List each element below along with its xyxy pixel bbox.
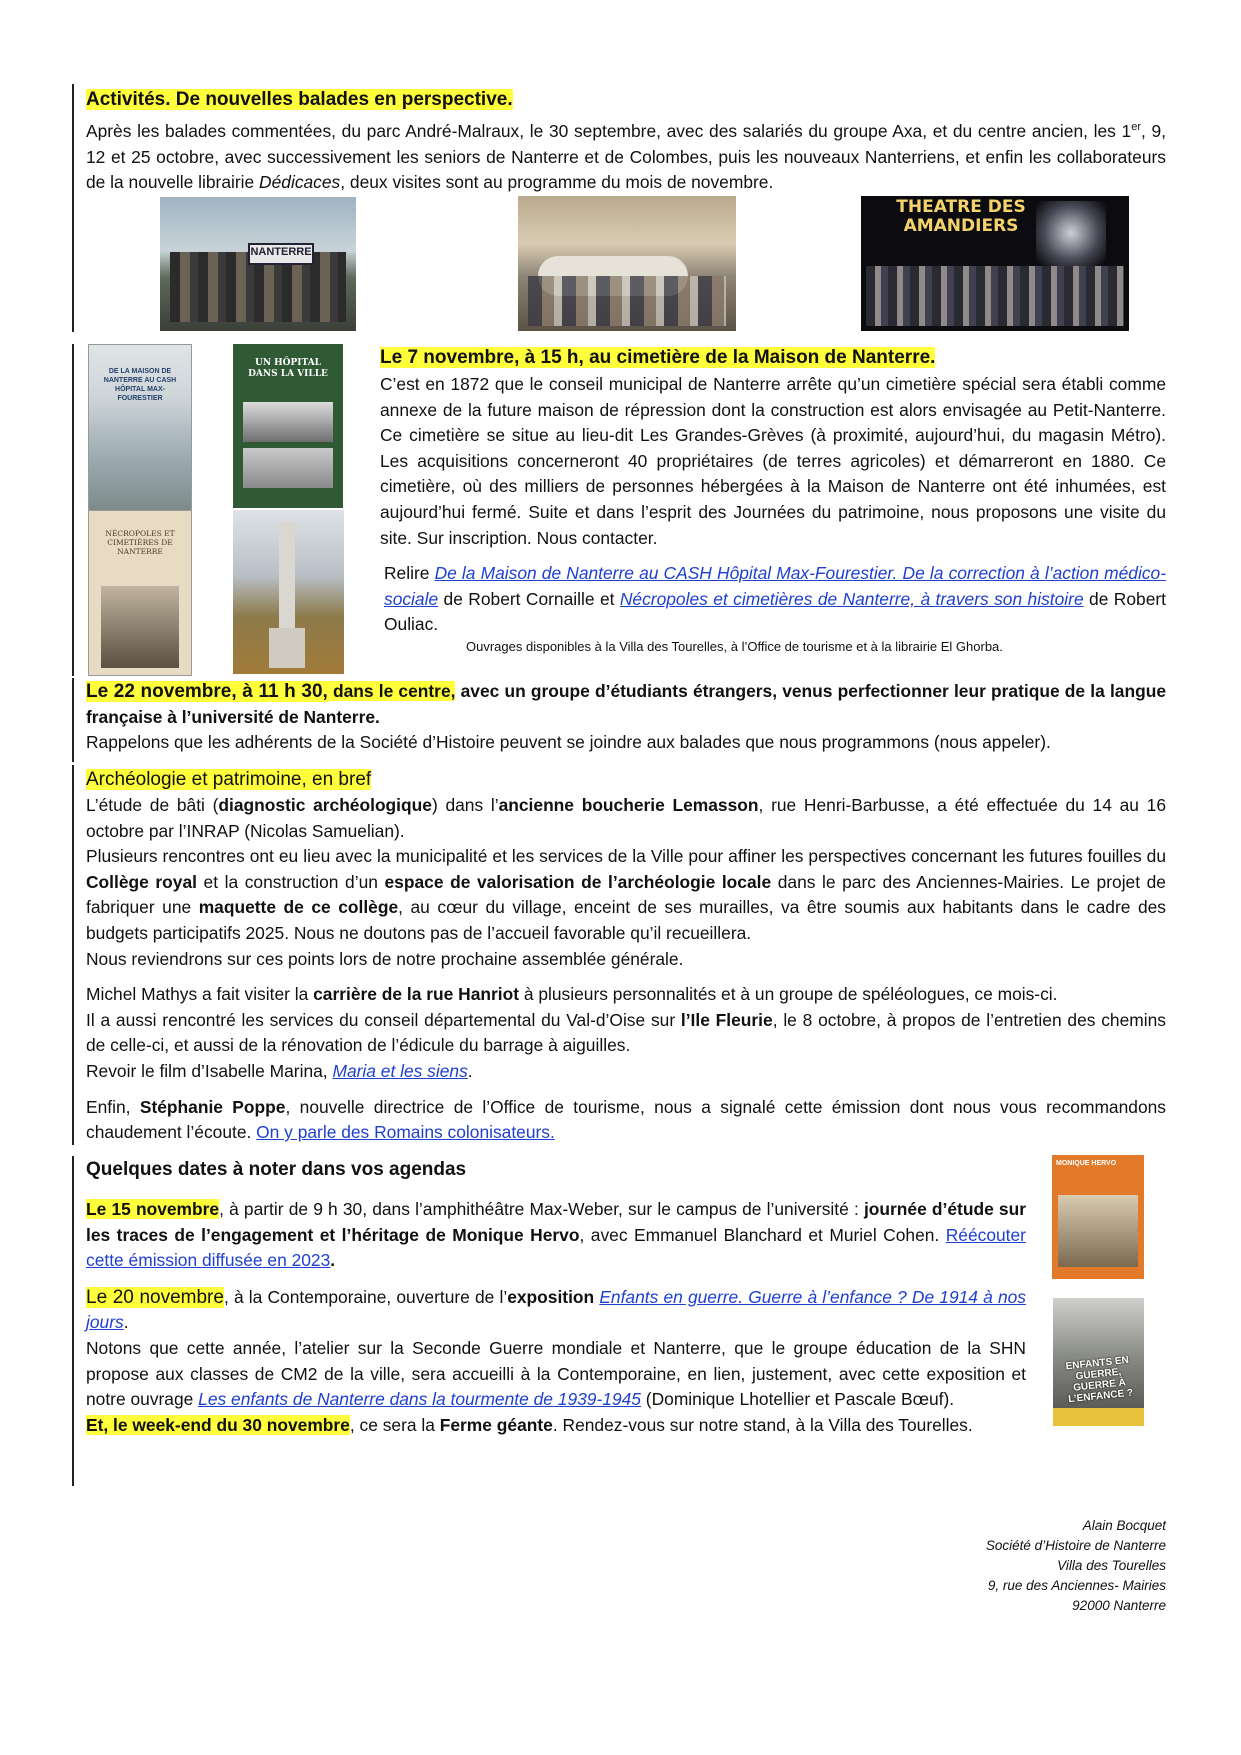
section-bar-dates bbox=[72, 1156, 74, 1486]
link-maria-film[interactable]: Maria et les siens bbox=[332, 1060, 468, 1081]
link-monique-hervo-emission[interactable]: Réécouter cette émission diffusée en 2023 bbox=[86, 1224, 1026, 1271]
theatre-sign: THEATRE DES AMANDIERS bbox=[896, 197, 1026, 236]
section-activites bbox=[86, 86, 1166, 196]
section-22-novembre bbox=[86, 679, 1166, 756]
section-title: Quelques dates à noter dans vos agendas bbox=[86, 1159, 467, 1180]
place: Villa des Tourelles bbox=[1057, 1558, 1166, 1573]
paragraph: Le 15 novembre, à partir de 9 h 30, dans l’amphithéâtre Max-Weber, sur le campus de l’université : journée d’étude sur les traces de l’engagement et l’héritage de Monique Hervo, avec Emmanuel Blanchard et Muriel Cohen. Réécouter cette émission diffusée en 2023. bbox=[86, 1199, 1026, 1271]
book-cover-hopital-ville bbox=[233, 344, 343, 508]
paragraph: Le 20 novembre, à la Contemporaine, ouverture de l’exposition Enfants en guerre. Guerre à l’enfance ? De 1914 à nos jours. bbox=[86, 1286, 1026, 1333]
link-romains-emission[interactable]: On y parle des Romains colonisateurs. bbox=[256, 1122, 555, 1143]
poster-title: MONIQUE HERVO bbox=[1056, 1160, 1117, 1167]
poster-enfants-en-guerre bbox=[1053, 1298, 1144, 1426]
place-highlight: dans le centre, bbox=[327, 681, 456, 701]
signature-block bbox=[760, 1516, 1166, 1616]
paragraph: Il a aussi rencontré les services du conseil départemental du Val-d’Oise sur l’Ile Fleurie, le 8 octobre, à propos de l’entretien des chemins de celle-ci, et aussi de la rénovation de l’édicule du barrage à aiguilles. bbox=[86, 1009, 1166, 1056]
photo-theatre-amandiers bbox=[861, 196, 1129, 331]
paragraph: C’est en 1872 que le conseil municipal de Nanterre arrête qu’un cimetière spécial sera établi comme annexe de la future maison de répression dont la construction est alors envisagée au Petit-Nanterre. Ce cimetière se situe au lieu-dit Les Grandes-Grèves (à proximité, aujourd’hui, du magasin Métro). Les acquisitions concerneront 40 propriétaires (de terres agricoles) et démarreront en 1880. Ce cimetière, où des milliers de personnes hébergées à la Maison de Nanterre ont été inhumées, est aujourd’hui fermé. Suite et dans l’esprit des Journées du patrimoine, nous proposons une visite du site. Sur inscription. Nous contacter. bbox=[380, 374, 1166, 548]
paragraph: L’étude de bâti (diagnostic archéologique) dans l’ancienne boucherie Lemasson, rue Henri-Barbusse, a été effectuée du 14 au 16 octobre par l’INRAP (Nicolas Samuelian). bbox=[86, 795, 1166, 841]
nanterre-sign: NANTERRE bbox=[248, 243, 314, 265]
organization: Société d’Histoire de Nanterre bbox=[985, 1538, 1166, 1553]
poster-title: ENFANTS EN GUERRE, GUERRE À L’ENFANCE ? bbox=[1065, 1354, 1134, 1406]
link-necropoles-book[interactable]: Nécropoles et cimetières de Nanterre, à travers son histoire bbox=[619, 588, 1084, 609]
city: 92000 Nanterre bbox=[1072, 1598, 1166, 1613]
paragraph: Revoir le film d’Isabelle Marina, Maria et les siens. bbox=[86, 1060, 473, 1081]
section-title: Archéologie et patrimoine, en bref bbox=[86, 769, 372, 790]
paragraph: Plusieurs rencontres ont eu lieu avec la municipalité et les services de la Ville pour affiner les perspectives concernant les futures fouilles du Collège royal et la construction d’un espace de valorisation de l’archéologie locale dans le parc des Anciennes-Mairies. Le projet de fabriquer une maquette de ce collège, au cœur du village, enceint de ses murailles, va être soumis aux habitants dans le cadre des budgets participatifs 2025. Nous ne doutons pas de l’accueil favorable qu’il recueillera. bbox=[86, 846, 1166, 943]
photo-group-nanterre-sign bbox=[160, 197, 356, 331]
relire-paragraph: Relire De la Maison de Nanterre au CASH Hôpital Max-Fourestier. De la correction à l’action médico-sociale de Robert Cornaille et Nécropoles et cimetières de Nanterre, à travers son histoire de Robert Ouliac. bbox=[384, 563, 1166, 635]
section-title: Activités. De nouvelles balades en perspective. bbox=[86, 89, 513, 110]
book-title: DE LA MAISON DE NANTERRE AU CASH HÔPITAL MAX-FOURESTIER bbox=[103, 368, 177, 402]
section-title: Le 7 novembre, à 15 h, au cimetière de la Maison de Nanterre. bbox=[380, 347, 936, 368]
date-highlight: Le 22 novembre, à 11 h 30, bbox=[86, 681, 328, 702]
section-bar-22nov bbox=[72, 678, 74, 762]
book-cover-maison-nanterre bbox=[88, 344, 192, 512]
link-enfants-nanterre-book[interactable]: Les enfants de Nanterre dans la tourmente de 1939-1945 bbox=[198, 1389, 641, 1410]
photo-obelisk-cemetery bbox=[233, 510, 344, 674]
date-highlight: Et, le week-end du 30 novembre bbox=[86, 1414, 350, 1435]
date-highlight: Le 20 novembre bbox=[86, 1286, 224, 1308]
paragraph: Rappelons que les adhérents de la Société d’Histoire peuvent se joindre aux balades que nous programmons (nous appeler). bbox=[86, 732, 1051, 753]
book-title: NÉCROPOLES ET CIMETIÈRES DE NANTERRE bbox=[105, 529, 175, 556]
book-title: UN HÔPITAL DANS LA VILLE bbox=[248, 358, 328, 379]
poster-monique-hervo bbox=[1052, 1155, 1144, 1279]
paragraph: Notons que cette année, l’atelier sur la Seconde Guerre mondiale et Nanterre, que le groupe éducation de la SHN propose aux classes de CM2 de la ville, sera accueilli à la Contemporaine, en lien, justement, avec cette exposition et notre ouvrage Les enfants de Nanterre dans la tourmente de 1939-1945 (Dominique Lhotellier et Pascale Bœuf). bbox=[86, 1337, 1026, 1410]
section-bar-cimetiere bbox=[72, 344, 74, 676]
book-cover-necropoles bbox=[88, 510, 192, 676]
paragraph: Après les balades commentées, du parc André-Malraux, le 30 septembre, avec des salariés du groupe Axa, et du centre ancien, les 1er, 9, 12 et 25 octobre, avec successivement les seniors de Nanterre et de Colombes, puis les nouveaux Nanterriens, et enfin les collaborateurs de la nouvelle librairie Dédicaces, deux visites sont au programme du mois de novembre. bbox=[86, 121, 1167, 193]
paragraph: Michel Mathys a fait visiter la carrière de la rue Hanriot à plusieurs personnalités et à un groupe de spéléologues, ce mois-ci. bbox=[86, 984, 1058, 1005]
bold-text: avec un groupe d’étudiants étrangers, venus perfectionner leur pratique de la langue française à l’université de Nanterre. bbox=[86, 681, 1166, 727]
paragraph: Et, le week-end du 30 novembre, ce sera la Ferme géante. Rendez-vous sur notre stand, à la Villa des Tourelles. bbox=[86, 1414, 973, 1435]
section-bar-archeo bbox=[72, 765, 74, 1145]
author-name: Alain Bocquet bbox=[1082, 1518, 1166, 1533]
link-exposition[interactable]: Enfants en guerre. Guerre à l’enfance ? De 1914 à nos jours bbox=[86, 1286, 1026, 1333]
section-archeologie bbox=[86, 766, 1166, 1146]
photo-seniors-room bbox=[518, 196, 736, 331]
link-maison-nanterre-book[interactable]: De la Maison de Nanterre au CASH Hôpital Max-Fourestier. De la correction à l’action médico-sociale bbox=[384, 563, 1166, 609]
street: 9, rue des Anciennes- Mairies bbox=[987, 1578, 1166, 1593]
date-highlight: Le 15 novembre bbox=[86, 1199, 220, 1219]
paragraph: Enfin, Stéphanie Poppe, nouvelle directrice de l’Office de tourisme, nous a signalé cette émission dont nous vous recommandons chaudement l’écoute. On y parle des Romains colonisateurs. bbox=[86, 1096, 1166, 1143]
paragraph: Nous reviendrons sur ces points lors de notre prochaine assemblée générale. bbox=[86, 948, 684, 969]
section-dates bbox=[86, 1156, 1026, 1438]
books-caption: Ouvrages disponibles à la Villa des Tourelles, à l’Office de tourisme et à la librairie El Ghorba. bbox=[466, 638, 1003, 654]
section-cimetiere bbox=[380, 344, 1166, 655]
section-bar-activites bbox=[72, 84, 74, 332]
